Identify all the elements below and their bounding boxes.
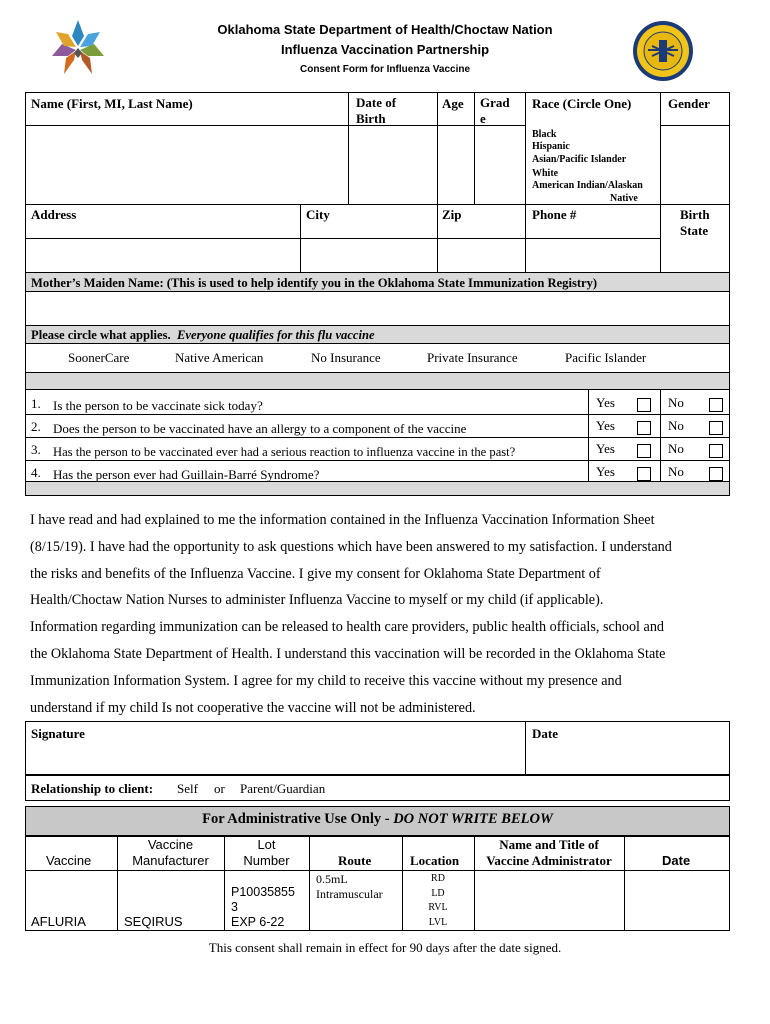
question-2-no-checkbox[interactable] bbox=[709, 421, 723, 435]
question-1-no-label: No bbox=[668, 395, 684, 410]
admin-manufacturer-value: SEQIRUS bbox=[124, 914, 183, 929]
header-subtitle: Influenza Vaccination Partnership bbox=[280, 42, 490, 57]
admin-vaccine-value: AFLURIA bbox=[31, 914, 86, 929]
admin-col-location: Location bbox=[410, 853, 460, 868]
maiden-name-field[interactable] bbox=[26, 292, 729, 324]
question-2-yes-label: Yes bbox=[596, 418, 615, 433]
spacer-band bbox=[26, 373, 729, 389]
question-2-no-label: No bbox=[668, 418, 684, 433]
consent-line: I have read and had explained to me the information contained in the Influenza Vaccination Information Sheet bbox=[30, 512, 655, 528]
admin-col-lot: Lot Number bbox=[243, 837, 290, 868]
gender-label: Gender bbox=[668, 96, 710, 111]
question-2-yes-checkbox[interactable] bbox=[637, 421, 651, 435]
form-title: Consent Form for Influenza Vaccine bbox=[299, 64, 471, 75]
question-3-text: Has the person to be vaccinated ever had a serious reaction to influenza vaccine in the past? bbox=[53, 445, 516, 459]
consent-line: understand if my child Is not cooperative the vaccine will not be administered. bbox=[30, 699, 476, 716]
question-1-number: 1. bbox=[31, 396, 41, 411]
race-label: Race (Circle One) bbox=[532, 96, 632, 111]
address-field[interactable] bbox=[26, 239, 299, 271]
relationship-parent[interactable]: Parent/Guardian bbox=[240, 781, 326, 796]
location-rvl[interactable]: RVL bbox=[428, 902, 448, 913]
race-option-white[interactable]: White bbox=[532, 168, 559, 179]
question-1-yes-label: Yes bbox=[596, 395, 615, 410]
question-4-yes-label: Yes bbox=[596, 464, 615, 479]
maiden-name-label: Mother’s Maiden Name: (This is used to help identify you in the Oklahoma State Immunization Registry) bbox=[31, 276, 598, 290]
consent-line: the Oklahoma State Department of Health. I understand this vaccination will be recorded in the Oklahoma State bbox=[30, 645, 666, 662]
zip-label: Zip bbox=[442, 207, 462, 222]
question-1-no-checkbox[interactable] bbox=[709, 398, 723, 412]
admin-location-options bbox=[402, 872, 474, 930]
question-4-no-label: No bbox=[668, 464, 684, 479]
race-option-american-indian[interactable]: American Indian/Alaskan bbox=[532, 180, 643, 191]
question-3-no-label: No bbox=[668, 441, 684, 456]
race-option-black[interactable]: Black bbox=[532, 129, 557, 140]
question-4-number: 4. bbox=[31, 465, 41, 480]
address-label: Address bbox=[31, 207, 77, 222]
option-no-insurance[interactable]: No Insurance bbox=[311, 350, 381, 365]
admin-col-manufacturer: Vaccine Manufacturer bbox=[132, 837, 209, 868]
header-title: Oklahoma State Department of Health/Choctaw Nation bbox=[217, 22, 553, 37]
consent-line: the risks and benefits of the Influenza Vaccine. I give my consent for Oklahoma State Department of bbox=[30, 565, 601, 582]
birth-state-label-2: State bbox=[680, 223, 709, 238]
location-ld[interactable]: LD bbox=[431, 887, 445, 899]
question-1-yes-checkbox[interactable] bbox=[637, 398, 651, 412]
phone-label: Phone # bbox=[532, 207, 577, 222]
question-3-number: 3. bbox=[31, 442, 41, 457]
option-private-insurance[interactable]: Private Insurance bbox=[427, 350, 518, 365]
consent-paragraph bbox=[30, 507, 735, 721]
relationship-self[interactable]: Self bbox=[177, 781, 198, 796]
grade-label-1: Grad bbox=[480, 95, 510, 110]
age-label: Age bbox=[442, 96, 464, 111]
location-lvl[interactable]: LVL bbox=[428, 916, 448, 928]
relationship-label: Relationship to client: bbox=[31, 781, 154, 796]
admin-col-route: Route bbox=[338, 853, 372, 868]
grade-label-2: e bbox=[480, 111, 486, 126]
phone-field[interactable] bbox=[526, 239, 659, 271]
location-rd[interactable]: RD bbox=[431, 873, 445, 884]
city-field[interactable] bbox=[301, 239, 436, 271]
signature-date-field[interactable] bbox=[526, 744, 729, 774]
dob-label-2: Birth bbox=[356, 111, 386, 126]
consent-line: Immunization Information System. I agree for my child to receive this vaccine without my presence and bbox=[30, 672, 622, 689]
question-end-band bbox=[26, 482, 729, 495]
consent-line: Information regarding immunization can be released to health care providers, public health officials, school and bbox=[30, 619, 665, 636]
question-4-no-checkbox[interactable] bbox=[709, 467, 723, 481]
race-option-native[interactable]: Native bbox=[610, 193, 638, 204]
name-field[interactable] bbox=[26, 126, 347, 203]
name-label: Name (First, MI, Last Name) bbox=[31, 96, 193, 111]
question-3-yes-label: Yes bbox=[596, 441, 615, 456]
footer-note: This consent shall remain in effect for 90 days after the date signed. bbox=[208, 940, 562, 955]
consent-line: (8/15/19). I have had the opportunity to ask questions which have been answered to my satisfaction. I understand bbox=[30, 538, 672, 555]
question-3-no-checkbox[interactable] bbox=[709, 444, 723, 458]
dob-label-1: Date of bbox=[356, 95, 397, 110]
admin-lot-value: P10035855 3 EXP 6-22 bbox=[231, 885, 295, 929]
zip-field[interactable] bbox=[438, 239, 524, 271]
question-2-number: 2. bbox=[31, 419, 41, 434]
date-label: Date bbox=[532, 726, 558, 741]
city-label: City bbox=[306, 207, 330, 222]
race-option-asian[interactable]: Asian/Pacific Islander bbox=[532, 154, 627, 165]
relationship-or: or bbox=[214, 781, 225, 796]
option-native-american[interactable]: Native American bbox=[175, 350, 264, 365]
birth-state-label-1: Birth bbox=[680, 207, 710, 222]
admin-col-vaccine: Vaccine bbox=[46, 853, 92, 868]
option-soonercare[interactable]: SoonerCare bbox=[68, 350, 130, 365]
admin-route-value: 0.5mL Intramuscular bbox=[316, 872, 383, 901]
admin-col-date: Date bbox=[662, 853, 691, 868]
question-3-yes-checkbox[interactable] bbox=[637, 444, 651, 458]
consent-line: Health/Choctaw Nation Nurses to administer Influenza Vaccine to myself or my child (if applicable). bbox=[30, 592, 604, 609]
option-pacific-islander[interactable]: Pacific Islander bbox=[565, 350, 647, 365]
race-option-hispanic[interactable]: Hispanic bbox=[532, 141, 570, 152]
question-1-text: Is the person to be vaccinate sick today? bbox=[53, 398, 263, 413]
signature-label: Signature bbox=[31, 726, 85, 741]
signature-field[interactable] bbox=[26, 744, 524, 774]
question-4-text: Has the person ever had Guillain-Barré Syndrome? bbox=[53, 467, 320, 482]
circle-instruction: Please circle what applies. Everyone qualifies for this flu vaccine bbox=[31, 328, 375, 342]
question-4-yes-checkbox[interactable] bbox=[637, 467, 651, 481]
admin-col-administrator: Name and Title of Vaccine Administrator bbox=[486, 837, 612, 868]
question-2-text: Does the person to be vaccinated have an allergy to a component of the vaccine bbox=[53, 421, 467, 436]
admin-title: For Administrative Use Only - DO NOT WRITE BELOW bbox=[202, 811, 553, 827]
